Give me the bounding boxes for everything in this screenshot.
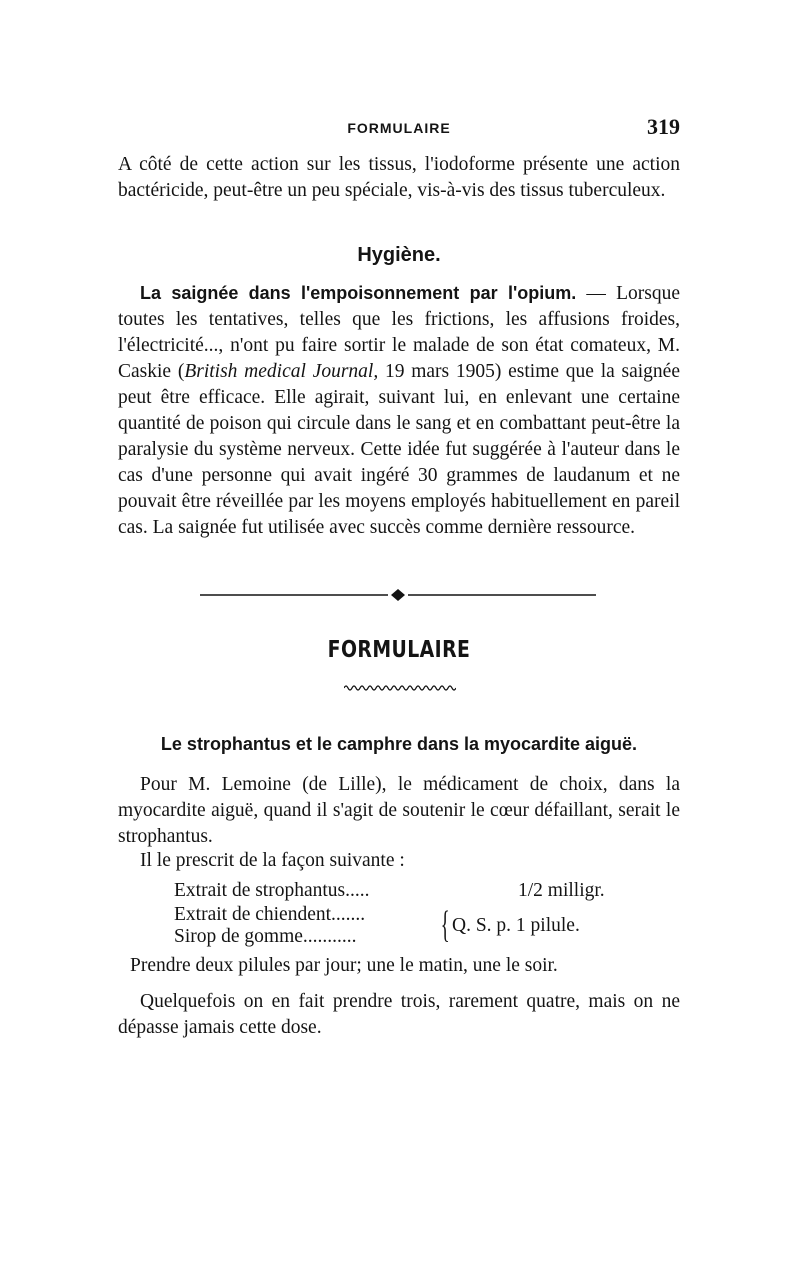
dosage-instruction: Prendre deux pilules par jour; une le matin, une le soir. xyxy=(130,955,558,976)
hygiene-lead: La saignée dans l'empoisonnement par l'opium. xyxy=(140,283,577,303)
hygiene-text-part1: — Lorsque toutes les tentatives, telles que les frictions, les affusions froides, l'électricité..., n'ont pu faire sortir le malade de son état comateux, M. Caskie ( xyxy=(118,283,680,382)
prescription-intro: Il le prescrit de la façon suivante : xyxy=(140,850,405,871)
recipe-line-chiendent: Extrait de chiendent....... xyxy=(174,904,366,925)
wavy-underline xyxy=(344,684,456,692)
recipe-dose-pilule: Q. S. p. 1 pilule. xyxy=(452,915,580,936)
journal-title: British medical Journal, xyxy=(184,361,379,382)
recipe-dose-strophantus: 1/2 milligr. xyxy=(518,880,605,901)
closing-paragraph: Quelquefois on en fait prendre trois, rarement quatre, mais on ne dépasse jamais cette dose. xyxy=(118,991,680,1038)
page-number: 319 xyxy=(647,114,680,139)
running-header xyxy=(118,114,680,144)
running-title: FORMULAIRE xyxy=(347,120,451,136)
article-title: Le strophantus et le camphre dans la myocardite aiguë. xyxy=(160,734,638,754)
intro-paragraph: A côté de cette action sur les tissus, l'iodoforme présente une action bactéricide, peut-être un peu spéciale, vis-à-vis des tissus tuberculeux. xyxy=(118,154,680,201)
prescription-recipe xyxy=(174,880,634,950)
ornamental-divider xyxy=(200,588,596,602)
formulaire-title: FORMULAIRE xyxy=(327,637,471,663)
recipe-line-sirop: Sirop de gomme........... xyxy=(174,926,357,947)
hygiene-text-part2: 19 mars 1905) estime que la saignée peut être efficace. Elle agirait, suivant lui, en enlevant une certaine quantité de poison qui circule dans le sang et en combattant peut-être la paralysie du système nerveux. Cette idée fut suggérée à l'auteur dans le cas d'une personne qui avait ingéré 30 grammes de laudanum et ne pouvait être réveillée par les moyens employés habituellement en pareil cas. La saignée fut utilisée avec succès comme dernière ressource. xyxy=(118,361,680,538)
recipe-line-strophantus: Extrait de strophantus..... xyxy=(174,880,370,901)
recipe-brace: { xyxy=(440,904,450,946)
lemoine-paragraph xyxy=(118,772,680,850)
hygiene-paragraph-text xyxy=(118,280,680,541)
section-heading-hygiene: Hygiène. xyxy=(357,244,441,266)
lemoine-paragraph-text: Pour M. Lemoine (de Lille), le médicament de choix, dans la myocardite aiguë, quand il s'agit de soutenir le cœur défaillant, serait le strophantus. xyxy=(118,774,680,847)
hygiene-paragraph xyxy=(118,280,680,541)
